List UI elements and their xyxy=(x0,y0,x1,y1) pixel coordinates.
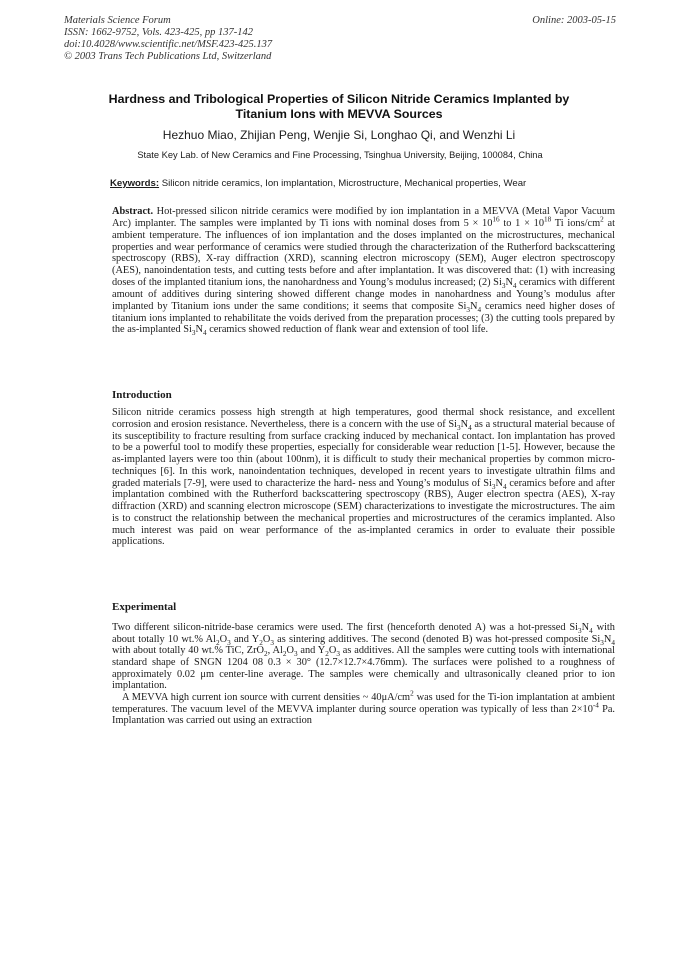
intro-text: N xyxy=(460,418,469,430)
abstract-text: Ti ions/cm xyxy=(551,217,601,229)
journal-header xyxy=(64,15,424,63)
exp-text: as additives. All the samples were cutting tools with international standard shape of SNGN 1204 08 0.3 × 30° (12.7×12.7×4.76mm). The surfaces were polished to a roughness of approximately 0.02 μm center-line average. The samples were chemically and ultrasonically cleaned prior to ion implantation. xyxy=(112,645,615,692)
exp-text: and Y xyxy=(230,633,260,645)
keywords-line xyxy=(110,178,616,190)
copyright-line: © 2003 Trans Tech Publications Ltd, Switzerland xyxy=(64,51,272,62)
exp-text: 2 xyxy=(282,650,287,659)
exp-text: was used for the Ti-ion implantation at ambient temperatures. The vacuum level of the MEVVA implanter during source operation was typically of less than 2×10 xyxy=(112,691,615,715)
abstract-text: 18 xyxy=(544,215,552,224)
exp-text: as sintering additives. The second (denoted B) was hot-pressed composite Si xyxy=(273,633,601,645)
abstract-text: 4 xyxy=(477,305,482,314)
intro-text: ceramics before and after implantation combined with the Rutherford backscattering spectroscopy (RBS), Auger electron spectra (AES), X-ray diffraction (XRD) and scanning electron microscope (SEM) characterizations to investigate the microstructures. The aim is to construct the relationship between the mechanical properties and microstructures of the ceramics implanted. Also much interest was paid on wear performance of the as-implanted ceramics in order to evaluate their possible applications. xyxy=(112,477,615,548)
exp-text: A MEVVA high current ion source with current densities ~ 40μA/cm xyxy=(122,691,411,703)
paper-title: Hardness and Tribological Properties of Silicon Nitride Ceramics Implanted by Titanium Ions with MEVVA Sources xyxy=(108,92,570,121)
exp-text: O xyxy=(286,645,294,657)
abstract-text: at ambient temperature. The influences of ion implantation and the doses implanted on the microstructures, mechanical properties and wear performance of ceramics were studied through the characterization of the Rutherford backscattering spectroscopy (RBS), X-ray diffraction (XRD), scanning electron microscopy (SEM), Auger electron spectroscopy (AES), nanoindentation tests, and cutting tests before and after implantation. It was discovered that: (1) with increasing doses of the implanted titanium ions, the nanohardness and Young’s modulus increased; (2) Si xyxy=(112,217,615,289)
exp-text: 2 xyxy=(259,638,263,647)
intro-text: N xyxy=(495,477,503,489)
abstract-text: N xyxy=(195,324,203,336)
exp-text: 3 xyxy=(578,627,582,636)
abstract-text: ceramics need higher doses of titanium ions implanted to rehabilitate the voids derived from the preparation processes; (3) the cutting tools prepared by the as-implanted Si xyxy=(112,300,615,336)
exp-text: and Y xyxy=(297,645,326,657)
abstract-text: 3 xyxy=(191,329,196,338)
experimental-heading: Experimental xyxy=(112,601,177,613)
abstract-text: 4 xyxy=(202,329,207,338)
intro-text: Silicon nitride ceramics possess high strength at high temperatures, good thermal shock resistance, and excellent corrosion and erosion resistance. Nevertheless, there is a concern with the use of Si xyxy=(112,407,615,430)
abstract-text: ceramics showed reduction of flank wear and extension of tool life. xyxy=(206,324,489,336)
author-list: Hezhuo Miao, Zhijian Peng, Wenjie Si, Longhao Qi, and Wenzhi Li xyxy=(162,128,516,142)
exp-text: 2 xyxy=(264,650,268,659)
exp-text: O xyxy=(262,633,271,645)
issn-line: ISSN: 1662-9752, Vols. 423-425, pp 137-142 xyxy=(64,27,253,38)
intro-text: 3 xyxy=(456,423,461,432)
intro-text: 4 xyxy=(468,423,472,432)
exp-text: 3 xyxy=(600,638,604,647)
exp-text: 3 xyxy=(270,638,274,647)
exp-text: , Al xyxy=(267,645,283,657)
doi-line[interactable]: doi:10.4028/www.scientific.net/MSF.423-425.137 xyxy=(64,39,273,50)
experimental-paragraph-2 xyxy=(112,689,615,727)
exp-text: 2 xyxy=(325,650,329,659)
exp-text: Pa. Implantation was carried out using an extraction xyxy=(112,703,615,727)
exp-text: 3 xyxy=(336,650,340,659)
exp-text: 4 xyxy=(611,638,615,647)
exp-text: O xyxy=(328,645,337,657)
exp-text: 3 xyxy=(293,650,298,659)
exp-text: 4 xyxy=(589,627,593,636)
journal-name: Materials Science Forum xyxy=(64,15,171,26)
exp-text: 2 xyxy=(215,638,220,647)
intro-text: 3 xyxy=(491,482,496,491)
abstract xyxy=(112,206,615,336)
abstract-text: 2 xyxy=(600,215,604,224)
exp-text: 2 xyxy=(410,689,414,698)
keywords-text: Silicon nitride ceramics, Ion implantation, Microstructure, Mechanical properties, Wear xyxy=(161,178,527,189)
exp-text: O xyxy=(219,633,228,645)
intro-text: as a structural material because of its susceptibility to fracture resulting from surface cracking induced by mechanical contact. Ion implantation has proved to be a powerful tool to modify these properties, especially for considerable wear reduction [1-5]. However, because the as-implanted layers were too thin (about 100nm), it is difficult to study their mechanical properties by common micro-techniques [6]. In this work, nanoindentation techniques, developed in recent years to investigate ultrathin films and graded materials [7-9], were used to characterize the hard- ness and Young’s modulus of Si xyxy=(112,418,615,489)
introduction-heading: Introduction xyxy=(112,389,172,401)
exp-text: Two different silicon-nitride-base ceramics were used. The first (henceforth denoted A) was a hot-pressed Si xyxy=(112,622,579,633)
abstract-text: N xyxy=(505,277,513,289)
exp-text: 3 xyxy=(227,638,231,647)
online-date: Online: 2003-05-15 xyxy=(532,15,616,26)
abstract-text: 4 xyxy=(512,282,517,291)
exp-text: N xyxy=(603,633,612,645)
intro-text: 4 xyxy=(502,482,507,491)
abstract-text: 3 xyxy=(466,305,470,314)
exp-text: N xyxy=(581,622,590,633)
experimental-body xyxy=(112,622,615,727)
abstract-text: 16 xyxy=(492,215,500,224)
abstract-text: to 1 × 10 xyxy=(499,217,545,229)
exp-text: -4 xyxy=(592,701,599,710)
keywords-label: Keywords: xyxy=(110,178,160,189)
exp-text: with about totally 10 wt.% Al xyxy=(112,622,615,645)
exp-text: with about totally 40 wt.% TiC, ZrO xyxy=(112,645,265,657)
experimental-paragraph-1 xyxy=(112,622,615,692)
abstract-text: 3 xyxy=(501,282,506,291)
affiliation: State Key Lab. of New Ceramics and Fine Processing, Tsinghua University, Beijing, 100084, China xyxy=(137,150,543,160)
abstract-label: Abstract. xyxy=(112,206,154,217)
abstract-text: ceramics with different amount of additives during sintering showed different change modes in nanohardness and Young’s modulus after implanted by Titanium ions under the same conditions; it seems that composite Si xyxy=(112,277,615,312)
abstract-text: Hot-pressed silicon nitride ceramics were modified by ion implantation in a MEVVA (Metal Vapor Vacuum Arc) implanter. The samples were implanted by Ti ions with nominal doses from 5 × 10 xyxy=(112,206,615,229)
abstract-text: N xyxy=(470,300,478,312)
introduction-body xyxy=(112,407,615,548)
